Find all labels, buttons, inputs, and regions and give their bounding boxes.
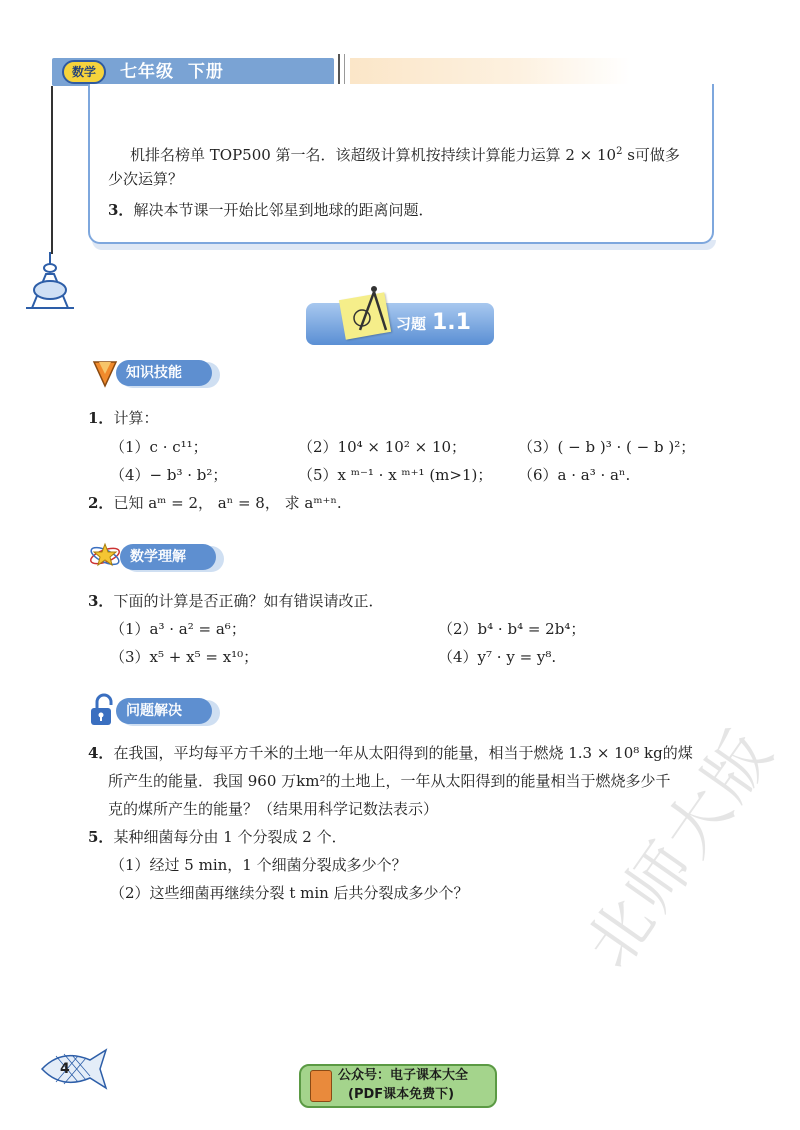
q3-item-4: （4）y⁷ · y = y⁸.: [438, 648, 557, 666]
q5-item-1: （1）经过 5 min，1 个细菌分裂成多少个？: [110, 856, 407, 874]
q4-line-2: 所产生的能量．我国 960 万km²的土地上，一年从太阳得到的能量相当于燃烧多少千: [108, 772, 671, 790]
section-understanding: 数学理解: [120, 544, 216, 570]
exercise-number: 1.1: [432, 310, 471, 335]
q4-line-3: 克的煤所产生的能量？（结果用科学记数法表示）: [108, 800, 439, 818]
q1-stem: 1．计算：: [88, 409, 159, 427]
q4-line-1: 4．在我国，平均每平方千米的土地一年从太阳得到的能量，相当于燃烧 1.3 × 10⁸ kg的煤: [88, 744, 693, 762]
padlock-icon: [88, 693, 118, 727]
header-divider: [338, 54, 340, 88]
q3-item-3: （3）x⁵ + x⁵ = x¹⁰；: [110, 648, 259, 666]
subject-logo: 数学: [62, 60, 106, 84]
exercise-label: 习题: [396, 315, 427, 333]
q1-item-4: （4）− b³ · b²；: [110, 466, 228, 484]
q1-item-1: （1）c · c¹¹；: [110, 438, 208, 456]
atom-star-icon: [88, 540, 122, 570]
q3-stem: 3．下面的计算是否正确？如有错误请改正．: [88, 592, 384, 610]
promo-line-2: (PDF课本免费下): [348, 1087, 455, 1102]
section-skills: 知识技能: [116, 360, 212, 386]
promo-line-1: 公众号：电子课本大全: [338, 1068, 469, 1083]
continued-line-2: 少次运算？: [108, 170, 184, 188]
q2: 2．已知 aᵐ = 2， aⁿ = 8， 求 aᵐ⁺ⁿ.: [88, 494, 342, 512]
q3-item-1: （1）a³ · a² = a⁶；: [110, 620, 246, 638]
grade-title: 七年级 下册: [120, 62, 224, 82]
tower-icon: [22, 250, 78, 310]
page-number: 4: [60, 1061, 70, 1077]
section-solving: 问题解决: [116, 698, 212, 724]
compass-icon: [350, 284, 394, 334]
header-gradient-band: [350, 58, 630, 86]
book-icon: [310, 1070, 332, 1102]
margin-line: [51, 86, 53, 254]
q1-item-6: （6）a · a³ · aⁿ.: [518, 466, 631, 484]
header-divider-thin: [344, 54, 345, 88]
q1-item-3: （3）( − b )³ · ( − b )²；: [518, 438, 696, 456]
fish-icon: [38, 1046, 110, 1092]
q3-item-2: （2）b⁴ · b⁴ = 2b⁴；: [438, 620, 586, 638]
q5-stem: 5．某种细菌每分由 1 个分裂成 2 个．: [88, 828, 347, 846]
watermark: 北师大版: [572, 715, 789, 982]
continued-line-1: 机排名榜单 TOP500 第一名．该超级计算机按持续计算能力运算 $2 \times 10^2$ s可做多: [130, 146, 680, 164]
q1-item-5: （5）x ᵐ⁻¹ · x ᵐ⁺¹ (m>1)；: [298, 466, 493, 484]
continued-item-3: 3．解决本节课一开始比邻星到地球的距离问题．: [108, 201, 434, 219]
q1-item-2: （2）10⁴ × 10² × 10；: [298, 438, 467, 456]
q5-item-2: （2）这些细菌再继续分裂 t min 后共分裂成多少个？: [110, 884, 469, 902]
